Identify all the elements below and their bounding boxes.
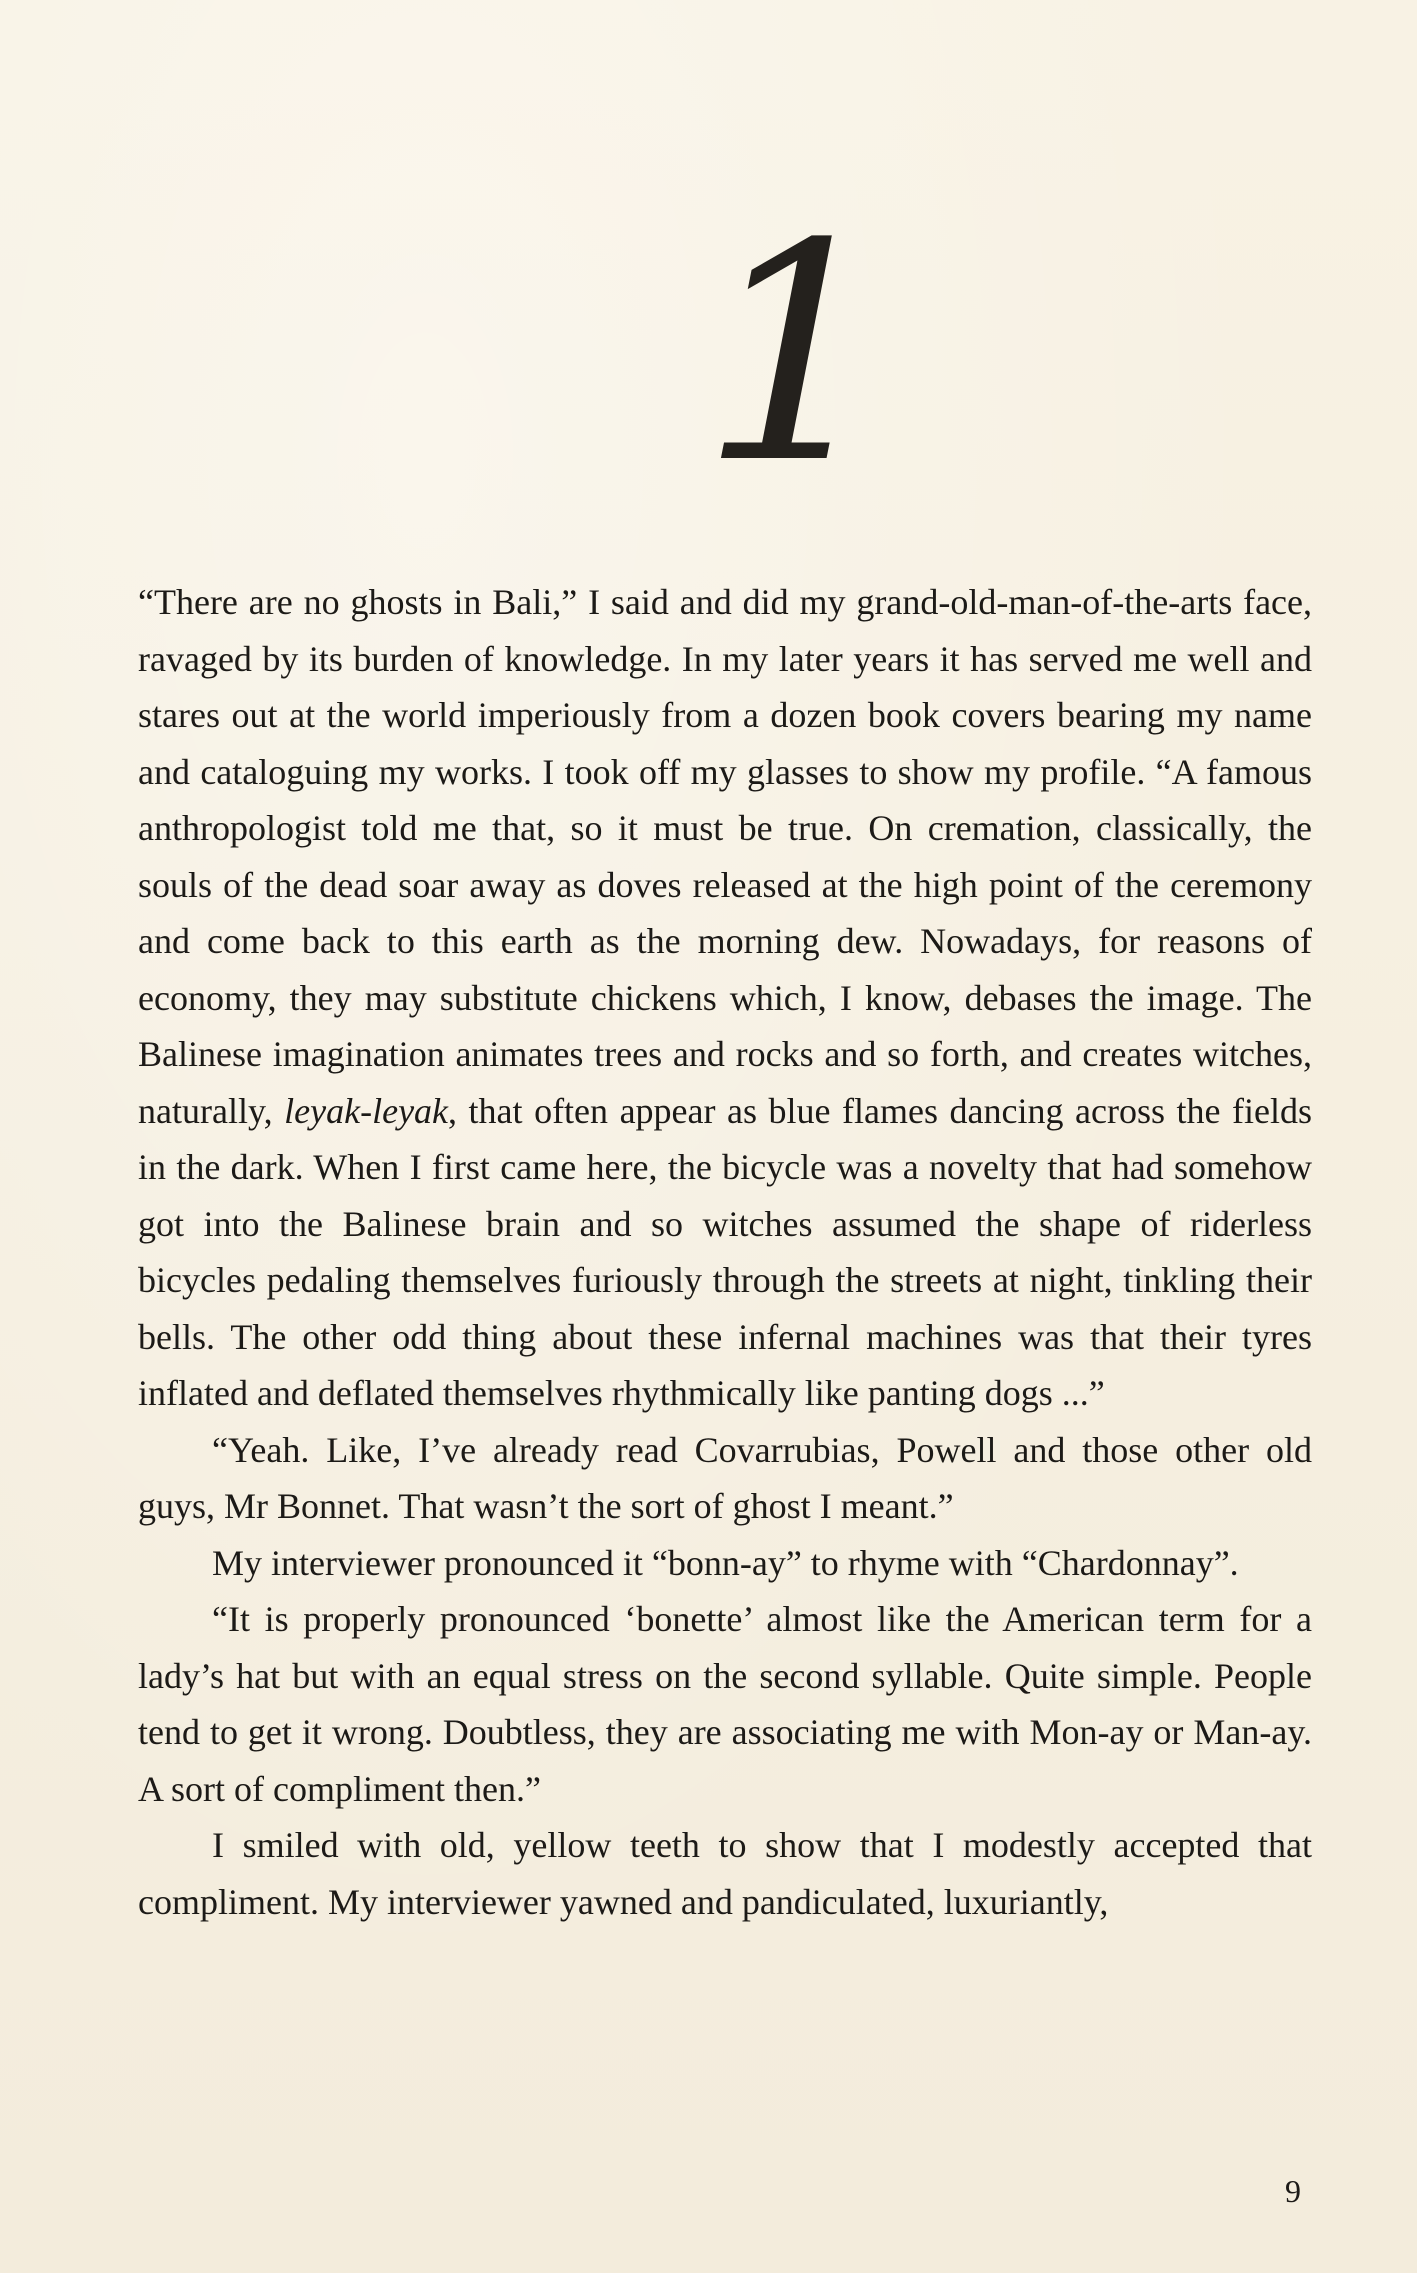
paragraph: “Yeah. Like, I’ve already read Covarrubias, Powell and those other old guys, Mr Bonnet. That wasn’t the sort of ghost I meant.”: [138, 1429, 1312, 1526]
chapter-number: 1: [700, 180, 891, 529]
show-through-text: [130, 70, 1310, 127]
paragraph: I smiled with old, yellow teeth to show that I modestly accepted that compliment. My interviewer yawned and pandiculated, luxuriantly,: [138, 1825, 1312, 1922]
page-number: 9: [1285, 2173, 1301, 2209]
paragraph: “It is properly pronounced ‘bonette’ almost like the American term for a lady’s hat but with an equal stress on the second syllable. Quite simple. People tend to get it wrong. Doubtless, they are associating me with Mon-ay or Man-ay. A sort of compliment then.”: [138, 1599, 1312, 1809]
paragraph: [138, 574, 1312, 1422]
paragraph-text: , that often appear as blue flames dancing across the fields in the dark. When I first came here, the bicycle was a novelty that had somehow got into the Balinese brain and so witches assumed the shape of riderless bicycles pedaling themselves furiously through the streets at night, tinkling their bells. The other odd thing about these infernal machines was that their tyres inflated and deflated themselves rhythmically like panting dogs ...”: [138, 1090, 1313, 1413]
paragraph-text: “There are no ghosts in Bali,” I said and did my grand-old-man-of-the-arts face, ravaged by its burden of knowledge. In my later years it has served me well and stares out at the world imperiously from a dozen book covers bearing my name and cataloguing my works. I took off my glasses to show my profile. “A famous anthropologist told me that, so it must be true. On cremation, classically, the souls of the dead soar away as doves released at the high point of the ceremony and come back to this earth as the morning dew. Nowadays, for reasons of economy, they may substitute chickens which, I know, debases the image. The Balinese imagination animates trees and rocks and so forth, and creates witches, naturally,: [138, 582, 1312, 1131]
paragraph: My interviewer pronounced it “bonn-ay” to rhyme with “Chardonnay”.: [212, 1542, 1239, 1583]
italic-term: leyak-leyak: [284, 1090, 449, 1131]
body-text: [138, 574, 1312, 1930]
